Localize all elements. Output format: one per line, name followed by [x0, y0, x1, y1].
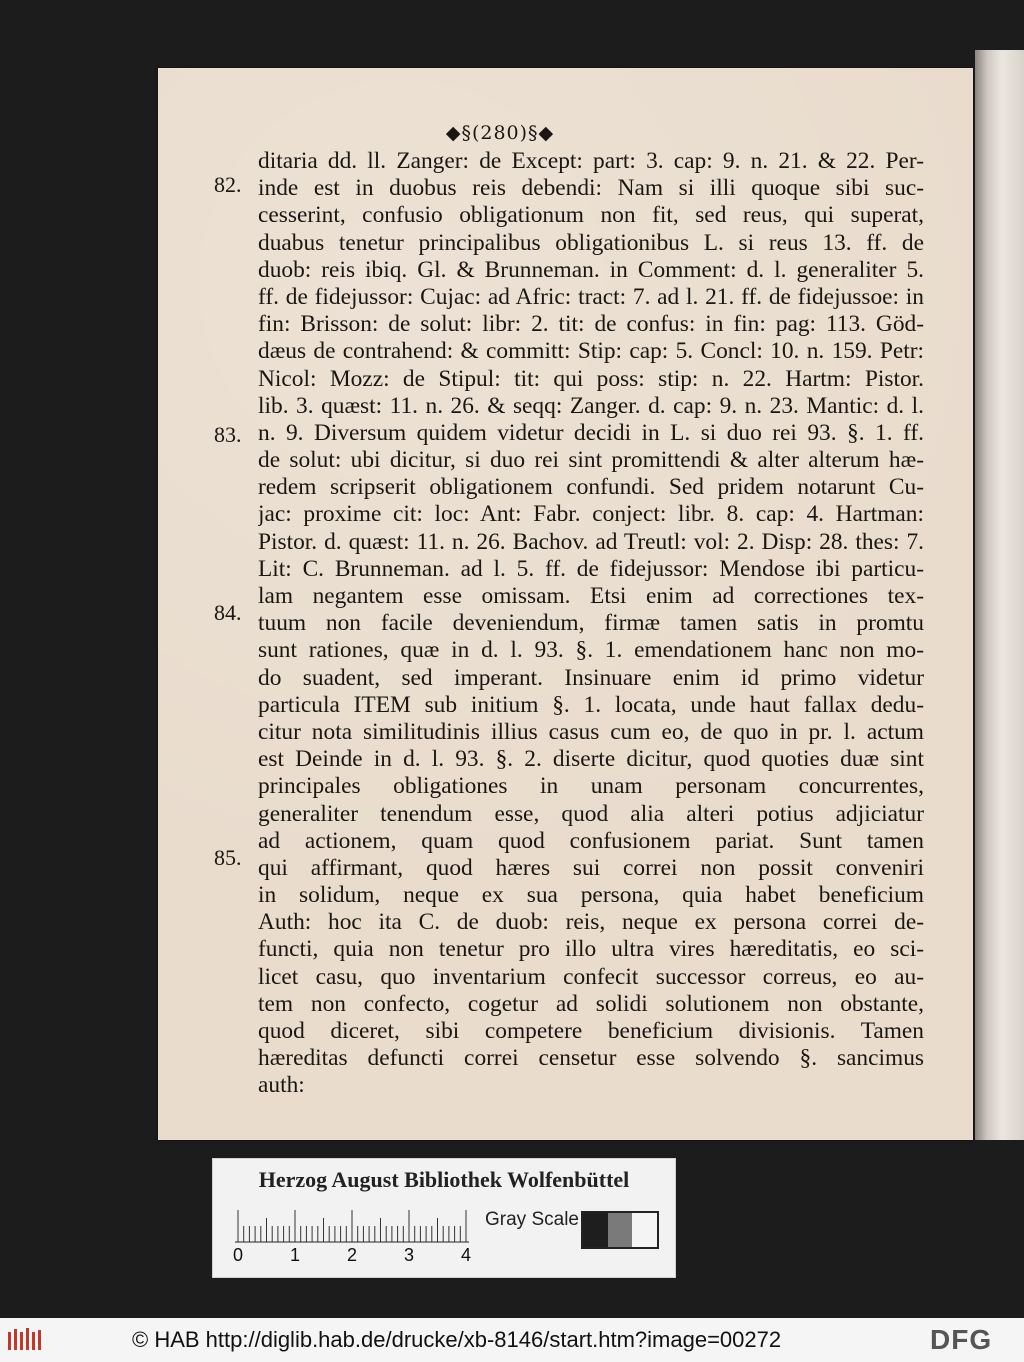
text-line: citur nota similitudinis illius casus cum eo, de quo in pr. l. actum	[258, 718, 924, 745]
text-line: lam negantem esse omissam. Etsi enim ad correctiones tex-	[258, 583, 924, 609]
gray-scale-label: Gray Scale	[485, 1209, 579, 1230]
text-line: jac: proxime cit: loc: Ant: Fabr. conject: libr. 8. cap: 4. Hartman:	[258, 501, 924, 528]
text-line: functi, quia non tenetur pro illo ultra vires hæreditatis, eo sci-	[258, 936, 924, 963]
text-line: generaliter tenendum esse, quod alia alteri potius adjiciatur	[258, 800, 924, 827]
text-line: redem scripserit obligationem confundi. Sed pridem notarunt Cu-	[258, 474, 924, 501]
text-line: Nicol: Mozz: de Stipul: tit: qui poss: stip: n. 22. Hartm: Pistor.	[258, 365, 924, 392]
margin-number: 85.	[214, 845, 242, 870]
next-page-edge	[975, 50, 1024, 1140]
scale-number: 3	[404, 1245, 415, 1265]
scale-ticks	[235, 1209, 475, 1243]
scale-number: 2	[347, 1245, 358, 1265]
text-line: ad actionem, quam quod confusionem pariat. Sunt tamen	[258, 827, 924, 854]
text-line: licet casu, quo inventarium confecit successor correus, eo au-	[258, 963, 924, 990]
margin-number: 84.	[214, 600, 242, 625]
text-line: hæreditas defuncti correi censetur esse solvendo §. sancimus	[258, 1045, 924, 1072]
text-line: dæus de contrahend: & committ: Stip: cap: 5. Concl: 10. n. 159. Petr:	[258, 338, 924, 365]
text-line: in solidum, neque ex sua persona, quia habet beneficium	[258, 882, 924, 909]
scale-number: 1	[290, 1245, 301, 1265]
text-line: particula ITEM sub initium §. 1. locata, unde haut fallax dedu-	[258, 691, 924, 718]
page-header: ◆§(280)§◆	[445, 122, 555, 144]
text-line: Auth: hoc ita C. de duob: reis, neque ex persona correi de-	[258, 909, 924, 936]
text-line: de solut: ubi dicitur, si duo rei sint promittendi & alter alterum hæ-	[258, 447, 924, 474]
margin-number: 82.	[214, 172, 242, 197]
text-line: duob: reis ibiq. Gl. & Brunneman. in Comment: d. l. generaliter 5.	[258, 256, 924, 283]
text-line: lib. 3. quæst: 11. n. 26. & seqq: Zanger. d. cap: 9. n. 23. Mantic: d. l.	[258, 392, 924, 419]
text-line: sunt rationes, quæ in d. l. 93. §. 1. emendationem hanc non mo-	[258, 637, 924, 664]
text-line: auth:	[258, 1072, 305, 1099]
footer-bar	[0, 1318, 1024, 1362]
text-line: ff. de fidejussor: Cujac: ad Afric: tract: 7. ad l. 21. ff. de fidejussoe: in	[258, 283, 924, 310]
text-line: inde est in duobus reis debendi: Nam si illi quoque sibi suc-	[258, 175, 924, 202]
text-line: tuum non facile deveniendum, firmæ tamen satis in promtu	[258, 610, 924, 637]
gray-scale-swatches	[581, 1211, 659, 1249]
hab-logo-icon	[6, 1326, 46, 1354]
text-line: Lit: C. Brunneman. ad l. 5. ff. de fidejussor: Mendose ibi particu-	[258, 555, 924, 582]
text-line: est Deinde in d. l. 93. §. 2. diserte dicitur, quod quoties duæ sint	[258, 746, 924, 773]
margin-number: 83.	[214, 422, 242, 447]
institution-name: Herzog August Bibliothek Wolfenbüttel	[258, 1167, 630, 1192]
text-line: principales obligationes in unam personam concurrentes,	[258, 773, 924, 800]
dfg-logo: DFG	[930, 1324, 993, 1355]
body-text	[258, 148, 924, 1100]
text-line: qui affirmant, quod hæres sui correi non possit conveniri	[258, 854, 924, 881]
text-line: fin: Brisson: de solut: libr: 2. tit: de confus: in fin: pag: 113. Göd-	[258, 311, 924, 338]
text-line: duabus tenetur principalibus obligationibus L. si reus 13. ff. de	[258, 229, 924, 256]
color-ruler	[212, 1158, 676, 1278]
text-line: ditaria dd. ll. Zanger: de Except: part: 3. cap: 9. n. 21. & 22. Per-	[258, 148, 924, 174]
text-line: tem non confecto, cogetur ad solidi solutionem non obstante,	[258, 990, 924, 1017]
text-line: quod diceret, sibi competere beneficium divisionis. Tamen	[258, 1018, 924, 1044]
scale-number: 0	[233, 1245, 244, 1265]
text-line: n. 9. Diversum quidem videtur decidi in L. si duo rei 93. §. 1. ff.	[258, 419, 924, 446]
text-line: Pistor. d. quæst: 11. n. 26. Bachov. ad Treutl: vol: 2. Disp: 28. thes: 7.	[258, 528, 924, 555]
text-line: do suadent, sed imperant. Insinuare enim id primo videtur	[258, 664, 924, 691]
scale-number: 4	[461, 1245, 472, 1265]
copyright-url[interactable]: © HAB http://diglib.hab.de/drucke/xb-8146/start.htm?image=00272	[132, 1327, 782, 1352]
text-line: cesserint, confusio obligationum non fit, sed reus, qui superat,	[258, 202, 924, 229]
